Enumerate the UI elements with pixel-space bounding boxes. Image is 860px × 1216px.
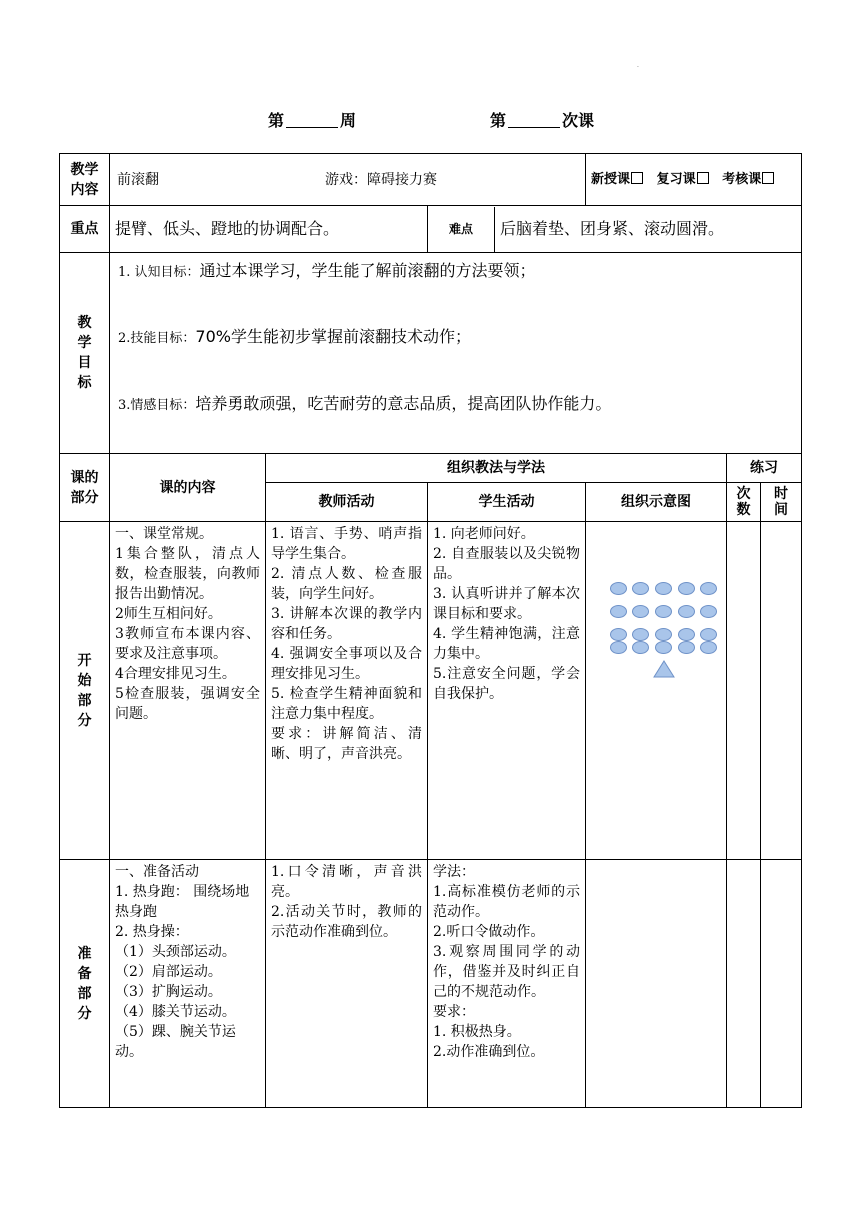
formation-diagram-cell xyxy=(586,522,727,860)
student-marker xyxy=(678,605,695,618)
section-prep-times[interactable] xyxy=(727,860,761,1108)
section-start-duration[interactable] xyxy=(761,522,802,860)
difficulty-cell xyxy=(428,206,802,253)
objective-cognitive: 1. 认知目标：通过本课学习，学生能了解前滚翻的方法要领； xyxy=(118,261,536,280)
section-prep-content: 一、准备活动 1. 热身跑： 围绕场地热身跑 2. 热身操： （1）头颈部运动。 （2）肩部运动。 （3）扩胸运动。 （4）膝关节运动。 （5）踝、腕关节运动。 xyxy=(110,860,266,1108)
lesson-blank[interactable] xyxy=(508,113,560,128)
key-point-label: 重点 xyxy=(60,206,110,253)
student-marker xyxy=(700,641,717,654)
content-label: 教学内容 xyxy=(60,154,110,206)
checkbox-review[interactable] xyxy=(697,172,709,184)
checkbox-new[interactable] xyxy=(631,172,643,184)
student-marker xyxy=(700,605,717,618)
type-exam[interactable]: 考核课 xyxy=(722,172,774,187)
part-header: 课的部分 xyxy=(60,454,110,522)
org-header: 组织教法与学法 xyxy=(266,454,727,483)
student-marker xyxy=(632,605,649,618)
week-field: 第 周 xyxy=(268,111,357,130)
section-start-times[interactable] xyxy=(727,522,761,860)
section-start-label: 开始部分 xyxy=(60,522,110,860)
section-prep-duration[interactable] xyxy=(761,860,802,1108)
times-header: 次数 xyxy=(727,483,761,522)
lesson-plan-table xyxy=(59,153,802,1108)
student-marker xyxy=(655,582,672,595)
objectives-label: 教学目标 xyxy=(60,253,110,454)
content-header: 课的内容 xyxy=(110,454,266,522)
section-prep-diagram xyxy=(586,860,727,1108)
difficulty-text: 后脑着垫、团身紧、滚动圆滑。 xyxy=(500,219,725,238)
teacher-triangle-icon xyxy=(653,660,675,678)
student-marker xyxy=(678,641,695,654)
student-marker xyxy=(610,582,627,595)
type-new[interactable]: 新授课 xyxy=(591,172,643,187)
student-marker xyxy=(610,641,627,654)
student-marker xyxy=(700,582,717,595)
checkbox-exam[interactable] xyxy=(762,172,774,184)
section-start-teacher: 1. 语言、手势、哨声指导学生集合。 2. 清点人数、检查服装，向学生问好。 3. 讲解本次课的教学内容和任务。 4. 强调安全事项以及合理安排见习生。 5. 检查学生精神面貌和注意力集中程度。 要求：讲解简洁、清晰、明了，声音洪亮。 xyxy=(266,522,428,860)
lesson-type-cell xyxy=(586,154,802,206)
key-point-cell xyxy=(110,206,428,253)
student-marker xyxy=(655,605,672,618)
practice-header: 练习 xyxy=(727,454,802,483)
section-prep-teacher: 1.口令清晰，声音洪亮。 2.活动关节时，教师的示范动作准确到位。 xyxy=(266,860,428,1108)
student-header: 学生活动 xyxy=(428,483,586,522)
duration-header: 时间 xyxy=(761,483,802,522)
formation-diagram-lower xyxy=(591,634,727,694)
page-dot: . xyxy=(637,62,639,69)
teacher-header: 教师活动 xyxy=(266,483,428,522)
difficulty-label: 难点 xyxy=(428,207,495,252)
content-cell xyxy=(110,154,586,206)
student-marker xyxy=(610,605,627,618)
student-marker xyxy=(678,582,695,595)
section-start-content: 一、课堂常规。 1集合整队，清点人数，检查服装，向教师报告出勤情况。 2师生互相问好。 3教师宣布本课内容、要求及注意事项。 4合理安排见习生。 5检查服装，强调安全问题。 xyxy=(110,522,266,860)
objective-emotional: 3.情感目标：培养勇敢顽强，吃苦耐劳的意志品质，提高团队协作能力。 xyxy=(118,394,612,413)
objective-skill: 2.技能目标：70%学生能初步掌握前滚翻技术动作； xyxy=(118,327,471,346)
game-text: 游戏：障碍接力赛 xyxy=(325,171,437,188)
objectives-cell xyxy=(110,253,802,454)
student-marker xyxy=(632,641,649,654)
section-prep-student: 学法： 1.高标准模仿老师的示范动作。 2.听口令做动作。 3.观察周围同学的动作，借鉴并及时纠正自己的不规范动作。 要求： 1. 积极热身。 2.动作准确到位。 xyxy=(428,860,586,1108)
formation-diagram xyxy=(591,524,727,644)
student-marker xyxy=(632,582,649,595)
diagram-header: 组织示意图 xyxy=(586,483,727,522)
section-prep-label: 准备部分 xyxy=(60,860,110,1108)
topic-text: 前滚翻 xyxy=(117,171,159,188)
student-marker xyxy=(655,641,672,654)
section-start-student: 1. 向老师问好。 2. 自查服装以及尖锐物品。 3. 认真听讲并了解本次课目标和要求。 4. 学生精神饱满，注意力集中。 5.注意安全问题，学会自我保护。 xyxy=(428,522,586,860)
type-review[interactable]: 复习课 xyxy=(657,172,709,187)
lesson-number-field: 第 次课 xyxy=(490,111,595,130)
key-point-text: 提臂、低头、蹬地的协调配合。 xyxy=(115,218,340,238)
lesson-heading xyxy=(0,104,860,132)
week-blank[interactable] xyxy=(286,113,338,128)
